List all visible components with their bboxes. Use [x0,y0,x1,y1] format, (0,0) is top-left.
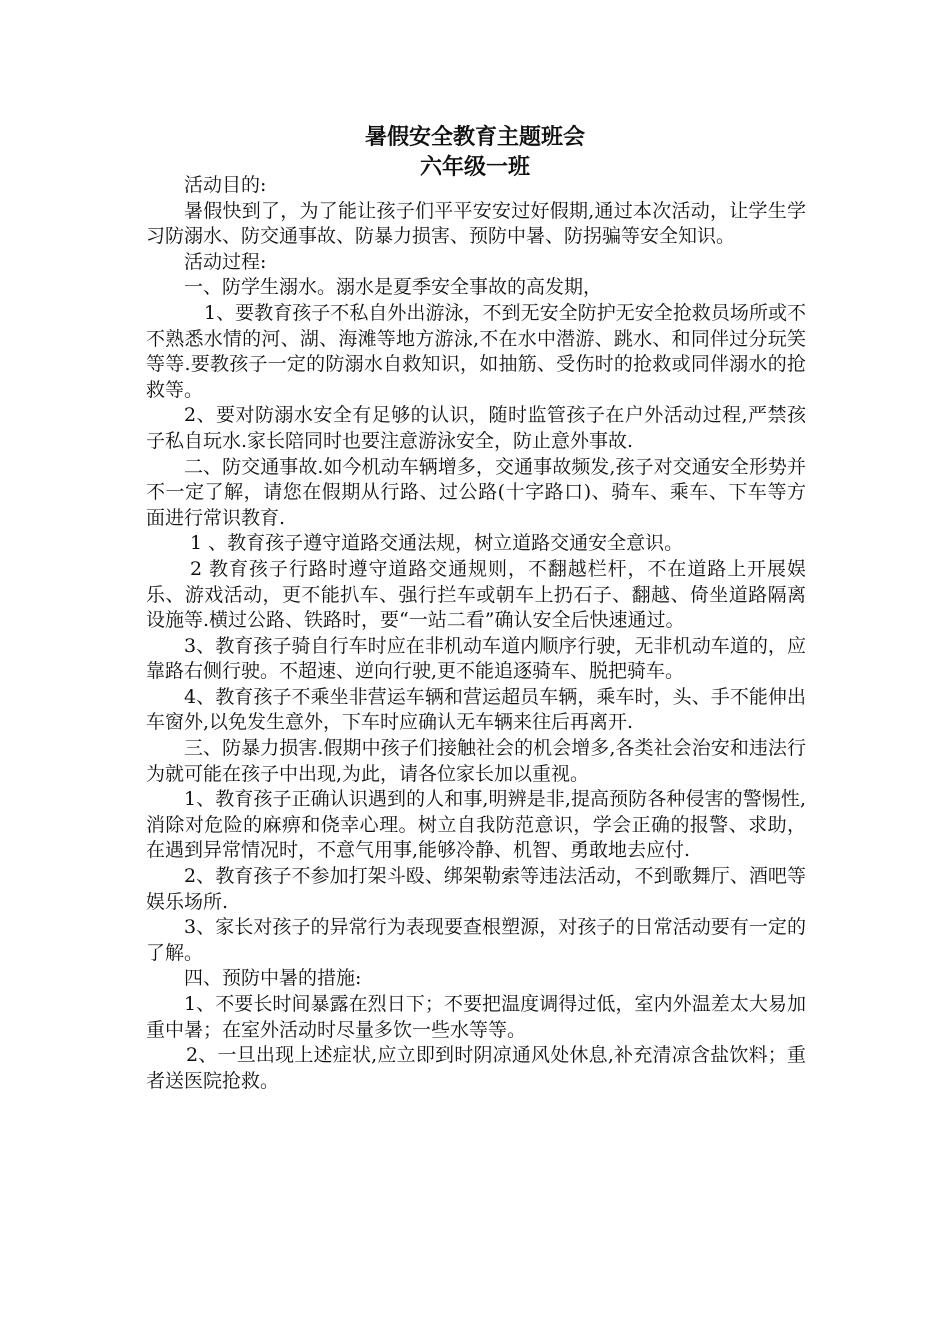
paragraph-section-4: 四、预防中暑的措施: [184,967,362,990]
document-body [146,173,806,1094]
paragraph-section-2-item-2: 2 教育孩子行路时遵守道路交通规则，不翻越栏杆，不在道路上开展娱乐、游戏活动，更不能扒车、强行拦车或朝车上扔石子、翻越、倚坐道路隔离设施等.横过公路、铁路时，要“一站二看”确认安全后快速通过。 [146,557,806,632]
paragraph-process-heading: 活动过程: [184,250,267,273]
paragraph-section-2-item-4: 4、教育孩子不乘坐非营运车辆和营运超员车辆，乘车时，头、手不能伸出车窗外,以免发生意外，下车时应确认无车辆来往后再离开. [146,685,806,734]
paragraph-section-2-item-1: 1 、教育孩子遵守道路交通法规，树立道路交通安全意识。 [190,532,684,555]
paragraph-section-2: 二、防交通事故.如今机动车辆增多，交通事故频发,孩子对交通安全形势并不一定了解，请您在假期从行路、过公路(十字路口)、骑车、乘车、下车等方面进行常识教育. [146,455,806,529]
paragraph-section-1: 一、防学生溺水。溺水是夏季安全事故的高发期， [184,276,603,299]
paragraph-section-3-item-3: 3、家长对孩子的异常行为表现要查根塑源，对孩子的日常活动要有一定的了解。 [146,916,806,964]
paragraph-purpose: 暑假快到了，为了能让孩子们平平安安过好假期,通过本次活动，让学生学习防溺水、防交通事故、防暴力损害、预防中暑、防拐骗等安全知识。 [146,199,806,248]
paragraph-section-3-item-1: 1、教育孩子正确认识遇到的人和事,明辨是非,提高预防各种侵害的警惕性,消除对危险的麻痹和侥幸心理。树立自我防范意识，学会正确的报警、求助，在遇到异常情况时，不意气用事,能够冷静、机智、勇敢地去应付. [146,788,806,862]
paragraph-section-1-item-1: 1、要教育孩子不私自外出游泳，不到无安全防护无安全抢救员场所或不不熟悉水情的河、湖、海滩等地方游泳,不在水中潜游、跳水、和同伴过分玩笑等等.要教孩子一定的防溺水自救知识，如抽筋、受伤时的抢救或同伴溺水的抢救等。 [146,301,806,401]
paragraph-section-3-item-2: 2、教育孩子不参加打架斗殴、绑架勒索等违法活动，不到歌舞厅、酒吧等娱乐场所. [146,865,806,913]
document-subtitle: 六年级一班 [419,154,530,180]
paragraph-section-3: 三、防暴力损害.假期中孩子们接触社会的机会增多,各类社会治安和违法行为就可能在孩子中出现,为此，请各位家长加以重视。 [146,737,806,785]
paragraph-section-2-item-3: 3、教育孩子骑自行车时应在非机动车道内顺序行驶，无非机动车道的，应靠路右侧行驶。不超速、逆向行驶,更不能追逐骑车、脱把骑车。 [146,634,806,683]
paragraph-purpose-heading: 活动目的: [184,174,267,196]
paragraph-section-4-item-1: 1、不要长时间暴露在烈日下；不要把温度调得过低，室内外温差太大易加重中暑；在室外活动时尽量多饮一些水等等。 [146,993,806,1041]
document-title: 暑假安全教育主题班会 [364,124,585,150]
paragraph-section-1-item-2: 2、要对防溺水安全有足够的认识，随时监管孩子在户外活动过程,严禁孩子私自玩水.家长陪同时也要注意游泳安全，防止意外事故. [146,404,806,452]
paragraph-section-4-item-2: 2、一旦出现上述症状,应立即到时阴凉通风处休息,补充清凉含盐饮料；重者送医院抢救。 [146,1044,806,1092]
